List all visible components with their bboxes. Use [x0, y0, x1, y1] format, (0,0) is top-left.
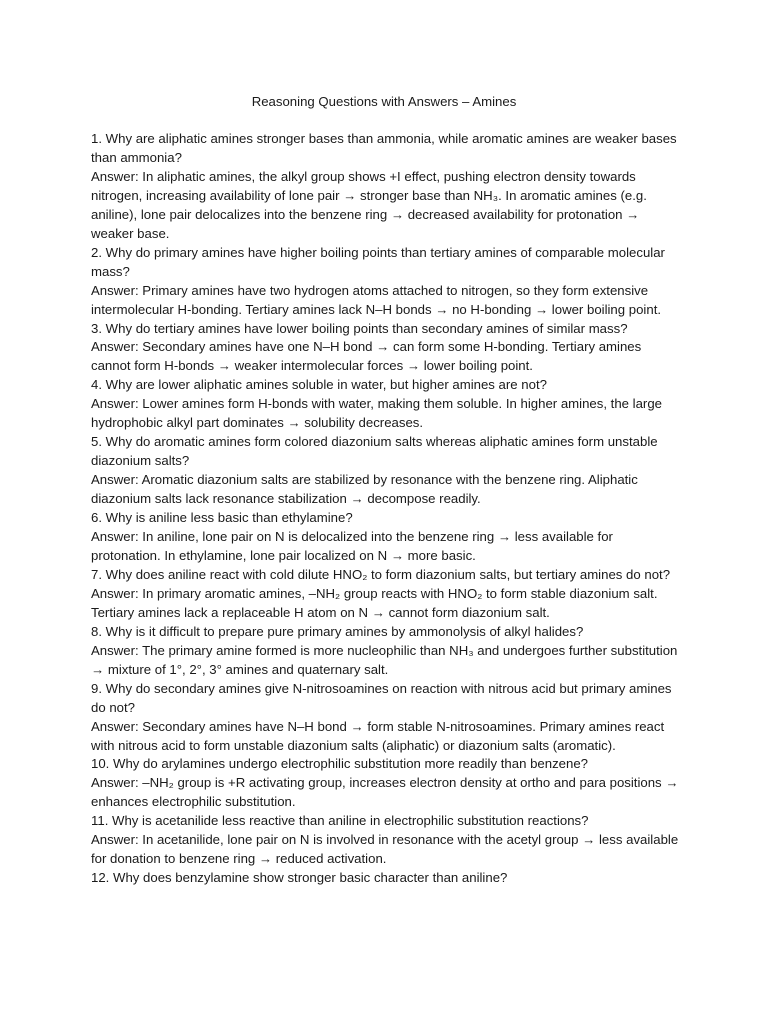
qa-item-5	[91, 433, 681, 509]
question-text: 5. Why do aromatic amines form colored diazonium salts whereas aliphatic amines form unstable diazonium salts?	[91, 434, 658, 469]
question-text: 1. Why are aliphatic amines stronger bases than ammonia, while aromatic amines are weaker bases than ammonia?	[91, 131, 677, 165]
answer-text: Answer: –NH₂ group is +R activating group, increases electron density at ortho and para positions → enhances electrophilic substitution.	[91, 775, 679, 810]
qa-item-4	[91, 376, 681, 433]
qa-list	[91, 130, 681, 888]
qa-item-10	[91, 755, 681, 812]
question-text: 8. Why is it difficult to prepare pure primary amines by ammonolysis of alkyl halides?	[91, 623, 584, 639]
question-text: 4. Why are lower aliphatic amines soluble in water, but higher amines are not?	[91, 377, 547, 393]
answer-text: Answer: Lower amines form H-bonds with water, making them soluble. In higher amines, the large hydrophobic alkyl part dominates → solubility decreases.	[91, 396, 662, 431]
qa-item-6	[91, 509, 681, 566]
answer-text: Answer: Secondary amines have N–H bond → form stable N-nitrosoamines. Primary amines react with nitrous acid to form unstable diazonium salts (aliphatic) or diazonium salts (aromatic).	[91, 718, 665, 753]
answer-text: Answer: In aliphatic amines, the alkyl group shows +I effect, pushing electron density towards nitrogen, increasing availability of lone pair → stronger base than NH₃. In aromatic amines (e.g. aniline), lone pair delocalizes into the benzene ring → decreased availability for protonation → weaker base.	[91, 168, 647, 241]
question-text: 3. Why do tertiary amines have lower boiling points than secondary amines of similar mass?	[91, 320, 628, 336]
question-text: 2. Why do primary amines have higher boiling points than tertiary amines of comparable molecular mass?	[91, 244, 665, 279]
answer-text: Answer: In acetanilide, lone pair on N is involved in resonance with the acetyl group → less available for donation to benzene ring → reduced activation.	[91, 832, 679, 867]
question-text: 11. Why is acetanilide less reactive than aniline in electrophilic substitution reactions?	[91, 813, 589, 829]
qa-item-7	[91, 566, 681, 623]
question-text: 6. Why is aniline less basic than ethylamine?	[91, 510, 353, 526]
question-text: 7. Why does aniline react with cold dilute HNO₂ to form diazonium salts, but tertiary amines do not?	[91, 566, 671, 582]
answer-text: Answer: Primary amines have two hydrogen atoms attached to nitrogen, so they form extensive intermolecular H-bonding. Tertiary amines lack N–H bonds → no H-bonding → lower boiling point.	[91, 282, 662, 317]
qa-item-8	[91, 623, 681, 680]
qa-item-12	[91, 869, 681, 888]
answer-text: Answer: In aniline, lone pair on N is delocalized into the benzene ring → less available for protonation. In ethylamine, lone pair localized on N → more basic.	[91, 529, 613, 563]
answer-text: Answer: In primary aromatic amines, –NH₂ group reacts with HNO₂ to form stable diazonium salt. Tertiary amines lack a replaceable H atom on N → cannot form diazonium salt.	[91, 585, 658, 620]
answer-text: Answer: Aromatic diazonium salts are stabilized by resonance with the benzene ring. Aliphatic diazonium salts lack resonance stabilization → decompose readily.	[91, 472, 638, 507]
qa-item-9	[91, 680, 681, 756]
document-title: Reasoning Questions with Answers – Amines	[251, 94, 517, 109]
answer-text: Answer: The primary amine formed is more nucleophilic than NH₃ and undergoes further substitution → mixture of 1°, 2°, 3° amines and quaternary salt.	[91, 642, 678, 677]
question-text: 12. Why does benzylamine show stronger basic character than aniline?	[91, 870, 508, 886]
qa-item-1	[91, 130, 681, 244]
answer-text: Answer: Secondary amines have one N–H bond → can form some H-bonding. Tertiary amines cannot form H-bonds → weaker intermolecular forces → lower boiling point.	[91, 339, 642, 374]
qa-item-2	[91, 244, 681, 320]
qa-item-11	[91, 812, 681, 869]
question-text: 9. Why do secondary amines give N-nitrosoamines on reaction with nitrous acid but primary amines do not?	[91, 680, 672, 715]
qa-item-3	[91, 320, 681, 377]
question-text: 10. Why do arylamines undergo electrophilic substitution more readily than benzene?	[91, 756, 589, 772]
